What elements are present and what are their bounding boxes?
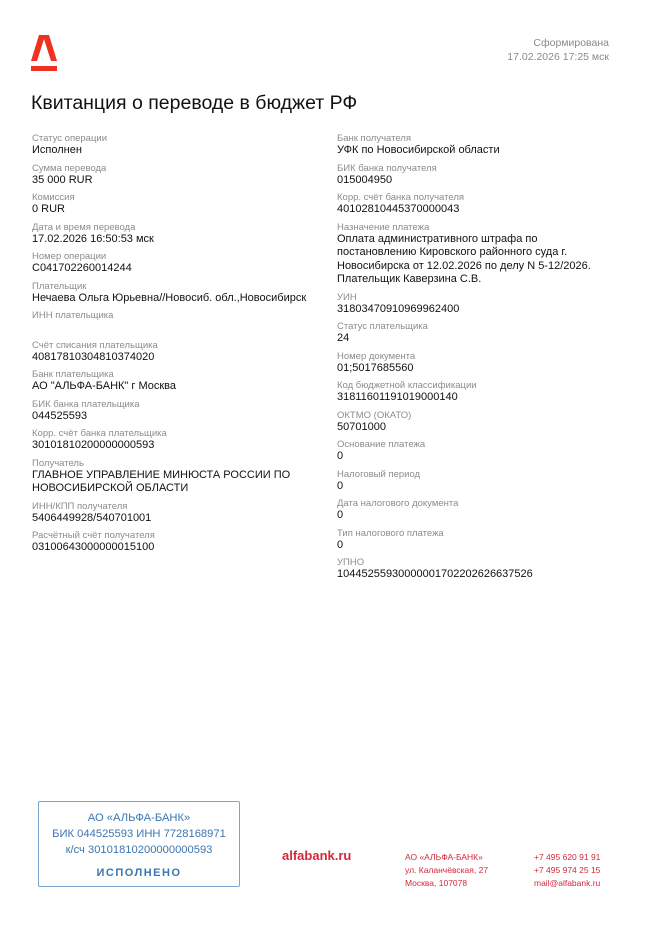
field-row	[32, 192, 322, 217]
field-row	[337, 528, 617, 553]
field-value: 01;5017685560	[337, 361, 414, 374]
formed-datetime: 17.02.2026 17:25 мск	[507, 51, 609, 63]
formed-label: Сформирована	[533, 37, 609, 49]
field-label: Номер документа	[337, 350, 416, 362]
field-row	[32, 133, 322, 158]
field-value: Исполнен	[32, 144, 82, 156]
field-label: Плательщик	[32, 280, 87, 292]
field-row	[337, 498, 617, 523]
field-value: 0	[337, 450, 344, 462]
field-label: Дата и время перевода	[32, 221, 136, 233]
field-value: Нечаева Ольга Юрьевна//Новосиб. обл.,Новосибирск	[32, 291, 307, 304]
field-label: Статус операции	[32, 133, 108, 144]
field-label: ОКТМО (ОКАТО)	[337, 409, 412, 421]
field-value: 0	[337, 479, 344, 492]
field-label: БИК банка получателя	[337, 162, 437, 174]
field-label: Код бюджетной классификации	[337, 380, 477, 391]
field-label: ИНН/КПП получателя	[32, 500, 128, 512]
field-value: 0 RUR	[32, 203, 66, 215]
footer-city: Москва, 107078	[405, 878, 468, 888]
field-label: Номер операции	[32, 251, 107, 262]
field-row	[337, 380, 617, 405]
field-label: Комиссия	[32, 192, 75, 203]
field-row	[337, 351, 617, 376]
field-label: Налоговый период	[337, 468, 421, 480]
alfa-a-logo-icon	[30, 33, 58, 73]
footer-email-link[interactable]: mail@alfabank.ru	[534, 878, 601, 888]
stamp-corr-account: к/сч 30101810200000000593	[65, 844, 213, 856]
stamp-bik-inn: БИК 044525593 ИНН 7728168971	[52, 828, 226, 840]
footer-phone-1: +7 495 620 91 91	[534, 852, 601, 862]
field-row	[337, 469, 617, 494]
field-label: Тип налогового платежа	[337, 527, 444, 539]
field-value: 1044525593000000170220262663752​6	[337, 568, 533, 580]
footer-website-link[interactable]: alfabank.ru	[282, 848, 352, 863]
field-value: C041702260014244	[32, 262, 132, 274]
field-value: 30101810200000000593	[32, 439, 155, 451]
field-value: 0	[337, 538, 344, 551]
right-fields-column	[337, 133, 617, 587]
stamp-status: ИСПОЛНЕНО	[96, 867, 182, 879]
field-label: БИК банка плательщика	[32, 398, 140, 410]
field-label: Банк получателя	[337, 133, 411, 144]
field-value: Оплата административного штрафа по постановлению Кировского районного суда г. Новосибирска от 12.02.2026 по делу N 5-12/2026. Плательщик Каверзина С.В.	[337, 232, 591, 285]
field-label: Корр. счёт банка получателя	[337, 192, 465, 203]
field-value: УФК по Новосибирской области	[337, 144, 500, 156]
field-label: Дата налогового документа	[337, 498, 459, 509]
footer-contacts	[534, 851, 600, 890]
field-value: 015004950	[337, 173, 393, 186]
field-row	[337, 410, 617, 435]
field-label: Банк плательщика	[32, 369, 114, 380]
footer-address	[405, 851, 488, 890]
field-row	[32, 310, 322, 335]
footer-street: ул. Каланчёвская, 27	[405, 865, 489, 875]
field-label: ИНН плательщика	[32, 310, 114, 321]
left-fields-column	[32, 133, 322, 560]
bank-stamp	[38, 801, 240, 887]
field-value: 50701000	[337, 420, 386, 433]
field-value: 0	[337, 509, 344, 521]
field-value: ГЛАВНОЕ УПРАВЛЕНИЕ МИНЮСТА РОССИИ ПО НОВОСИБИРСКОЙ ОБЛАСТИ	[32, 468, 291, 494]
field-row	[32, 530, 322, 555]
field-value: 31811601191019000140	[337, 391, 458, 403]
field-label: УПНО	[337, 557, 365, 568]
field-row	[337, 192, 617, 217]
field-value: 40817810304810374020	[32, 350, 155, 363]
field-row	[337, 163, 617, 188]
field-row	[337, 292, 617, 317]
field-value: 24	[337, 332, 350, 344]
field-label: Статус плательщика	[337, 321, 428, 332]
field-label: Расчётный счёт получателя	[32, 530, 155, 541]
field-row	[32, 458, 322, 496]
field-row	[32, 281, 322, 306]
field-row	[337, 133, 617, 158]
field-row	[32, 428, 322, 453]
field-label: Получатель	[32, 457, 84, 469]
field-value: АО "АЛЬФА-БАНК" г Москва	[32, 380, 176, 392]
formed-timestamp	[507, 36, 609, 64]
field-row	[32, 369, 322, 394]
field-label: Назначение платежа	[337, 221, 430, 233]
field-value: 35 000 RUR	[32, 173, 93, 186]
field-value: 3180347091096996240​0	[337, 302, 460, 315]
field-row	[337, 557, 617, 582]
field-value	[32, 321, 322, 335]
field-value: 17.02.2026 16:50:53 мск	[32, 232, 154, 245]
field-row	[32, 501, 322, 526]
field-value: 5406449928/540701001	[32, 511, 152, 524]
page-title: Квитанция о переводе в бюджет РФ	[31, 92, 358, 114]
field-row	[337, 439, 617, 464]
stamp-bank-name: АО «АЛЬФА-БАНК»	[87, 812, 191, 824]
field-row	[337, 222, 617, 287]
field-row	[32, 163, 322, 188]
field-value: 40102810445370000043	[337, 203, 460, 215]
field-row	[32, 340, 322, 365]
field-label: Корр. счёт банка плательщика	[32, 428, 167, 439]
field-row	[32, 399, 322, 424]
footer-phone-2: +7 495 974 25 15	[534, 865, 601, 875]
field-row	[337, 321, 617, 346]
field-value: 03100643000000015100	[32, 541, 155, 553]
field-label: Сумма перевода	[32, 162, 107, 174]
field-row	[32, 222, 322, 247]
field-label: УИН	[337, 291, 357, 303]
field-row	[32, 251, 322, 276]
field-value: 044525593	[32, 409, 88, 422]
footer-bank-name: АО «АЛЬФА-БАНК»	[405, 852, 483, 862]
field-label: Основание платежа	[337, 439, 426, 450]
field-label: Счёт списания плательщика	[32, 339, 158, 351]
